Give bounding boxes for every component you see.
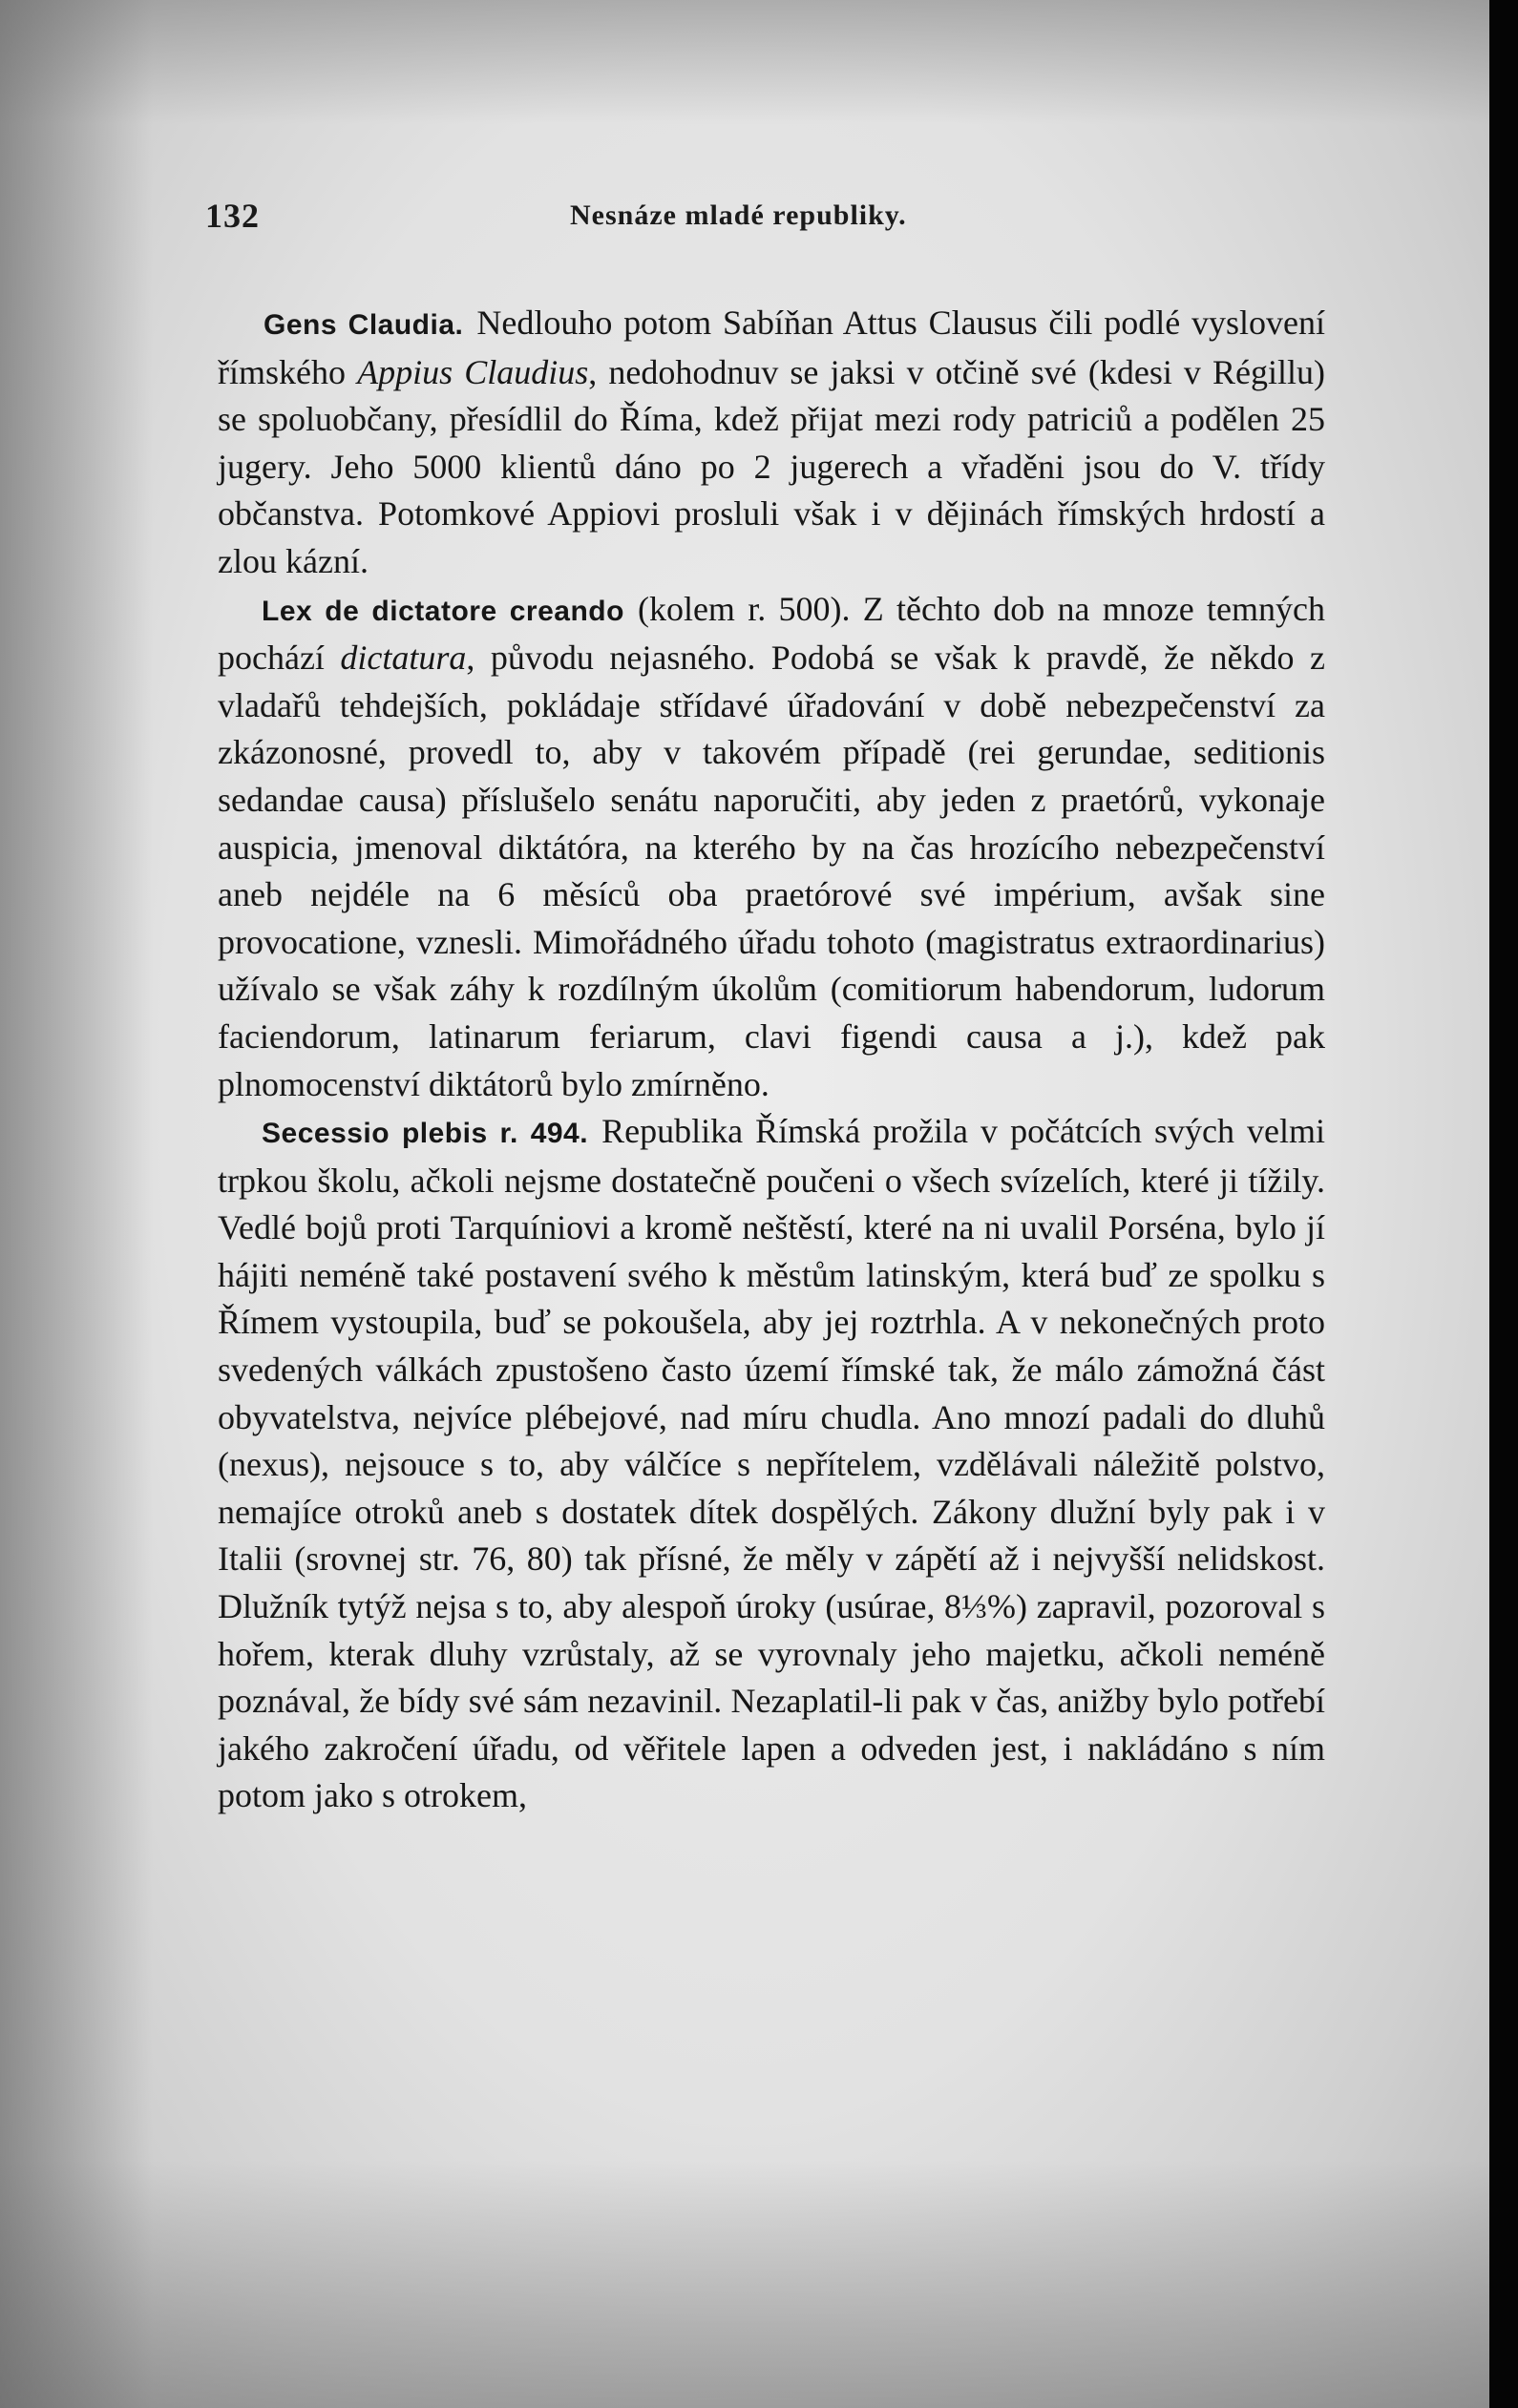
page-header (205, 196, 969, 243)
scan-shadow-left (0, 0, 153, 2408)
text-segment: (kolem r. 500). Z těchto dob na mnoze temných pochází (218, 589, 1326, 678)
sidenote-lex-de-dictatore: Lex de dictatore creando (262, 595, 624, 627)
sidenote-gens-claudia: Gens Claudia. (264, 309, 464, 341)
text-segment: Republika Římská prožila v počátcích svých velmi trpkou školu, ačkoli nejsme dostatečně poučeni o všech svízelích, které ji tížily. Vedlé bojů proti Tarquíniovi a kromě neštěstí, které na ni uvalil Porséna, bylo jí hájiti neméně také postavení svého k městům latinským, která buď ze spolku s Římem vystoupila, buď se pokoušela, aby jej roztrhla. A v nekonečných proto svedených válkách zpustošeno často území římské tak, že málo zámožná část obyvatelstva, nejvíce plébejové, nad míru chudla. Ano mnozí padali do dluhů (nexus), nejsouce s to, aby válčíce s nepřítelem, vzdělávali náležitě polstvo, nemajíce otroků aneb s dostatek dítek dospělých. Zákony dlužní byly pak i v Italii (srovnej str. 76, 80) tak přísné, že měly v zápětí až i nejvyšší nelidskost. Dlužník tytýž nejsa s to, aby alespoň úroky (usúrae, 8⅓%) zapravil, pozoroval s hořem, kterak dluhy vzrůstaly, až se vyrovnaly jeho majetku, ačkoli neméně poznával, že bídy své sám nezavinil. Nezaplatil-li pak v čas, anižby bylo potřebí jakého zakročení úřadu, od věřitele lapen a odveden jest, i nakládáno s ním potom jako s otrokem, (218, 1112, 1325, 1815)
text-segment: , nedohodnuv se jaksi v otčině své (kdesi v Régillu) se spoluobčany, přesídlil do Říma, kdež přijat mezi rody patriciů a podělen 25 jugery. Jeho 5000 klientů dáno po 2 jugerech a vřaděni jsou do V. třídy občanstva. Potomkové Appiovi prosluli však i v dějinách římských hrdostí a zlou kázní. (218, 352, 1326, 580)
text-segment-italic: Appius Claudius (357, 352, 589, 391)
text-segment: Nedlouho potom Sabíňan Attus Clausus čili podlé vyslovení římského (218, 304, 1325, 391)
paragraph-secessio-plebis (218, 1108, 1325, 1820)
paragraph-gens-claudia (218, 300, 1325, 586)
scan-shadow-bottom (0, 2160, 1489, 2408)
paragraph-lex-de-dictatore (218, 586, 1325, 1109)
sidenote-secessio-plebis: Secessio plebis r. 494. (262, 1118, 589, 1150)
scan-edge (1489, 0, 1518, 2408)
text-segment-italic: dictatura (340, 639, 467, 678)
text-segment: , původu nejasného. Podobá se však k pravdě, že někdo z vladařů tehdejších, pokládaje střídavé úřadování v době nebezpečenství za zkázonosné, provedl to, aby v takovém případě (rei gerundae, seditionis sedandae causa) příslušelo senátu naporučiti, aby jeden z praetórů, vykonaje auspicia, jmenoval diktátóra, na kterého by na čas hrozícího nebezpečenství aneb nejdéle na 6 měsíců oba praetórové své impérium, avšak sine provocatione, vznesli. Mimořádného úřadu tohoto (magistratus extraordinarius) užívalo se však záhy k rozdílným úkolům (comitiorum habendorum, ludorum faciendorum, latinarum feriarum, clavi figendi causa a j.), kdež pak plnomocenství diktátorů bylo zmírněno. (218, 639, 1325, 1103)
running-head: Nesnáze mladé republiky. (570, 199, 907, 231)
body-text (218, 300, 1325, 1820)
page-number: 132 (205, 197, 260, 235)
scan-shadow-top (0, 0, 1489, 124)
